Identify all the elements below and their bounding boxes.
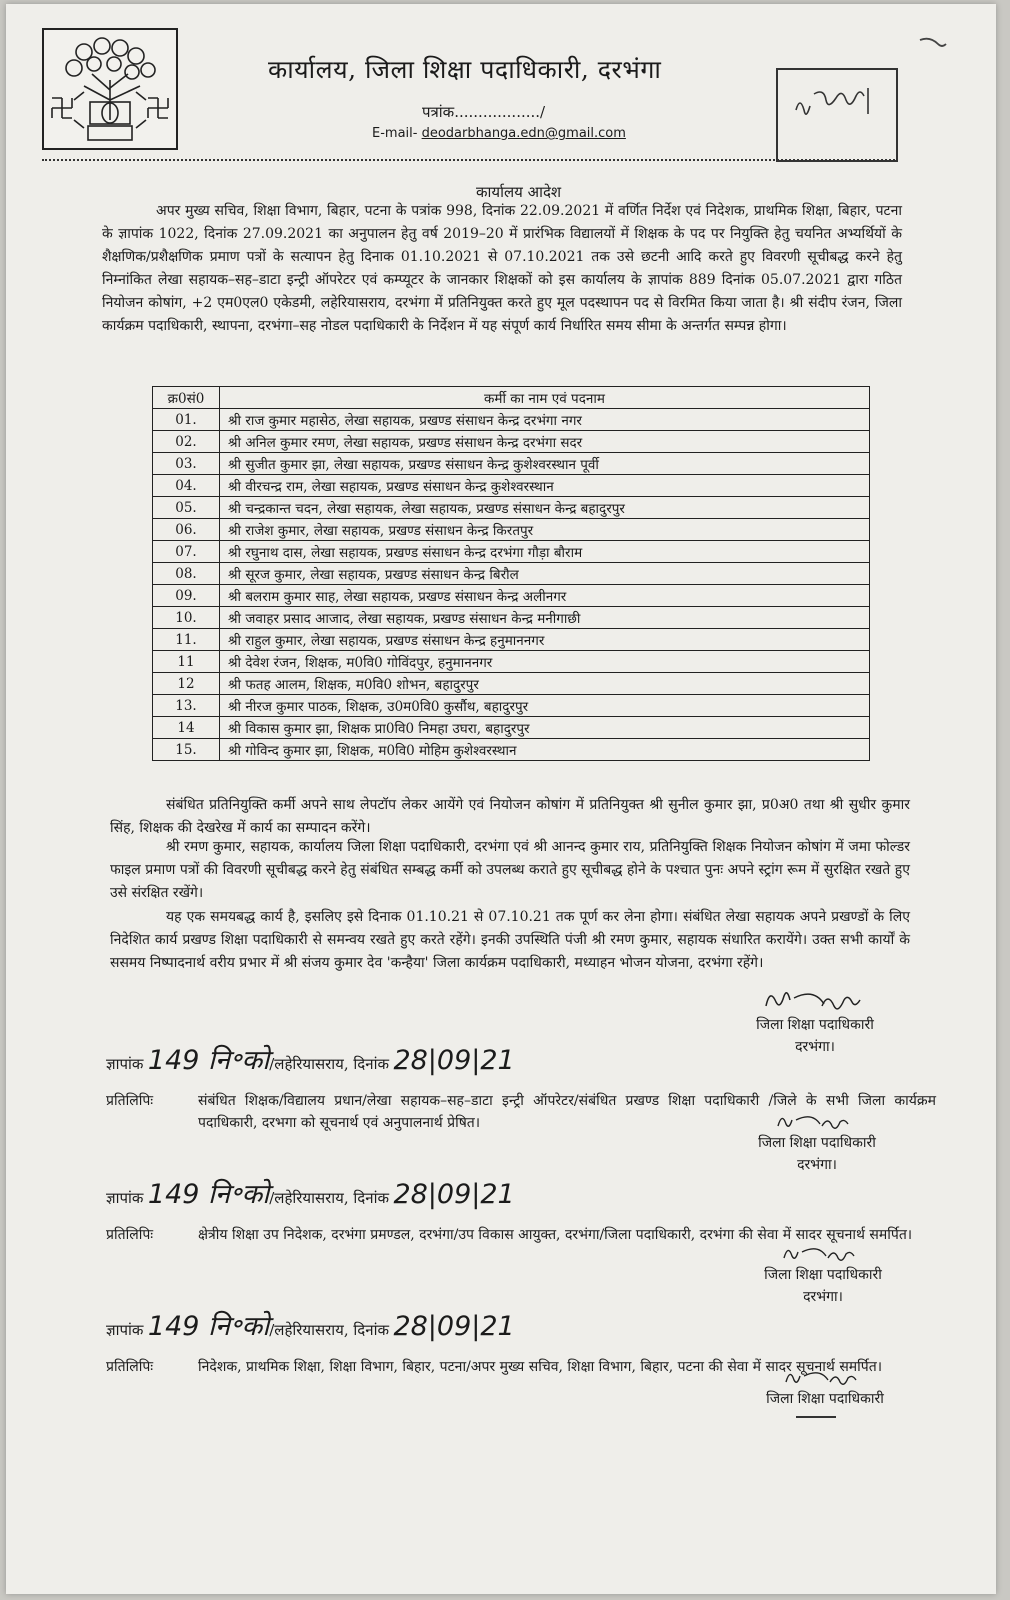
signature-place: दरभंगा। bbox=[797, 1157, 837, 1173]
jnapank-label: ज्ञापांक bbox=[106, 1055, 144, 1073]
table-row bbox=[153, 717, 870, 739]
row-serial: 05. bbox=[153, 497, 220, 519]
row-serial: 01. bbox=[153, 409, 220, 431]
row-serial: 03. bbox=[153, 453, 220, 475]
office-title: कार्यालय, जिला शिक्षा पदाधिकारी, दरभंगा bbox=[268, 55, 662, 84]
memo-2-signature bbox=[738, 1242, 908, 1308]
order-title: कार्यालय आदेश bbox=[476, 183, 562, 201]
memo-number: 149 नि॰को bbox=[147, 1045, 270, 1076]
memo-date: 28|09|21 bbox=[393, 1045, 515, 1076]
email-address: deodarbhanga.edn@gmail.com bbox=[421, 126, 626, 141]
row-serial: 07. bbox=[153, 541, 220, 563]
row-name: श्री बलराम कुमार साह, लेखा सहायक, प्रखण्ड संसाधन केन्द्र अलीनगर bbox=[220, 585, 870, 607]
memo-3-signature bbox=[740, 1366, 910, 1410]
row-name: श्री राहुल कुमार, लेखा सहायक, प्रखण्ड संसाधन केन्द्र हनुमाननगर bbox=[220, 629, 870, 651]
place-date-label: /लहेरियासराय, दिनांक bbox=[269, 1321, 389, 1339]
row-name: श्री जवाहर प्रसाद आजाद, लेखा सहायक, प्रखण्ड संसाधन केन्द्र मनीगाछी bbox=[220, 607, 870, 629]
row-serial: 14 bbox=[153, 717, 220, 739]
memo-1-signature bbox=[732, 1110, 902, 1176]
copy-label: प्रतिलिपिः bbox=[106, 1359, 154, 1375]
row-serial: 11 bbox=[153, 651, 220, 673]
table-row bbox=[153, 497, 870, 519]
row-name: श्री राजेश कुमार, लेखा सहायक, प्रखण्ड संसाधन केन्द्र किरतपुर bbox=[220, 519, 870, 541]
row-name: श्री सूरज कुमार, लेखा सहायक, प्रखण्ड संसाधन केन्द्र बिरौल bbox=[220, 563, 870, 585]
table-row bbox=[153, 739, 870, 761]
row-name: श्री नीरज कुमार पाठक, शिक्षक, उ0म0वि0 कुर्सौथ, बहादुरपुर bbox=[220, 695, 870, 717]
signature-designation: जिला शिक्षा पदाधिकारी bbox=[764, 1267, 882, 1283]
jnapank-label: ज्ञापांक bbox=[106, 1321, 144, 1339]
main-signature-block bbox=[730, 984, 900, 1058]
row-serial: 12 bbox=[153, 673, 220, 695]
signature-scribble-icon bbox=[772, 1110, 862, 1132]
row-serial: 13. bbox=[153, 695, 220, 717]
signature-scribble-icon bbox=[778, 1242, 868, 1264]
table-row bbox=[153, 585, 870, 607]
memo-date: 28|09|21 bbox=[393, 1179, 515, 1210]
copy-label: प्रतिलिपिः bbox=[106, 1093, 154, 1109]
copy-label: प्रतिलिपिः bbox=[106, 1227, 154, 1243]
row-serial: 02. bbox=[153, 431, 220, 453]
signature-designation: जिला शिक्षा पदाधिकारी bbox=[766, 1391, 884, 1407]
email-label: E-mail- bbox=[372, 126, 418, 141]
stamp-handwriting-icon bbox=[792, 80, 882, 130]
memo-reference-line bbox=[106, 1311, 936, 1356]
table-row bbox=[153, 695, 870, 717]
row-name: श्री फतह आलम, शिक्षक, म0वि0 शोभन, बहादुरपुर bbox=[220, 673, 870, 695]
memo-reference-line bbox=[106, 1179, 936, 1224]
receipt-stamp bbox=[776, 68, 898, 162]
row-name: श्री चन्द्रकान्त चदन, लेखा सहायक, लेखा सहायक, प्रखण्ड संसाधन केन्द्र बहादुरपुर bbox=[220, 497, 870, 519]
row-serial: 06. bbox=[153, 519, 220, 541]
signature-designation: जिला शिक्षा पदाधिकारी bbox=[756, 1017, 874, 1033]
memo-number: 149 नि॰को bbox=[147, 1179, 270, 1210]
table-row bbox=[153, 431, 870, 453]
table-row bbox=[153, 607, 870, 629]
table-row bbox=[153, 651, 870, 673]
row-serial: 04. bbox=[153, 475, 220, 497]
signature-scribble-icon bbox=[780, 1366, 870, 1388]
jnapank-label: ज्ञापांक bbox=[106, 1189, 144, 1207]
copy-text: क्षेत्रीय शिक्षा उप निदेशक, दरभंगा प्रमण्डल, दरभंगा/उप विकास आयुक्त, दरभंगा/जिला पदाधिकारी, दरभंगा की सेवा में सादर सूचनार्थ समर्पित। bbox=[198, 1227, 913, 1243]
row-name: श्री विकास कुमार झा, शिक्षक प्रा0वि0 निमहा उघरा, बहादुरपुर bbox=[220, 717, 870, 739]
table-row bbox=[153, 673, 870, 695]
signature-scribble-icon bbox=[760, 984, 870, 1014]
staff-table bbox=[152, 386, 870, 761]
deputation-paragraph: संबंधित प्रतिनियुक्ति कर्मी अपने साथ लेपटॉप लेकर आयेंगे एवं नियोजन कोषांग में प्रतिनियुक्त श्री सुनील कुमार झा, प्र0अ0 तथा श्री सुधीर कुमार सिंह, शिक्षक की देखरेख में कार्य का सम्पादन करेंगे। bbox=[110, 797, 910, 836]
row-name: श्री राज कुमार महासेठ, लेखा सहायक, प्रखण्ड संसाधन केन्द्र दरभंगा नगर bbox=[220, 409, 870, 431]
tree-emblem-icon bbox=[44, 30, 176, 148]
staff-table-header bbox=[153, 387, 870, 409]
table-row bbox=[153, 541, 870, 563]
row-serial: 11. bbox=[153, 629, 220, 651]
signature-place: दरभंगा। bbox=[803, 1289, 843, 1305]
copy-text: निदेशक, प्राथमिक शिक्षा, शिक्षा विभाग, बिहार, पटना/अपर मुख्य सचिव, शिक्षा विभाग, बिहार, पटना की सेवा में सादर सूचनार्थ समर्पित। bbox=[198, 1359, 883, 1375]
memo-date: 28|09|21 bbox=[393, 1311, 515, 1342]
patrank-line: पत्रांक................../ bbox=[422, 103, 546, 121]
serial-header: क्र0सं0 bbox=[153, 387, 220, 409]
table-row bbox=[153, 563, 870, 585]
place-date-label: /लहेरियासराय, दिनांक bbox=[269, 1189, 389, 1207]
signature-designation: जिला शिक्षा पदाधिकारी bbox=[758, 1135, 876, 1151]
office-logo bbox=[42, 28, 178, 150]
end-dash bbox=[796, 1416, 836, 1418]
table-row bbox=[153, 629, 870, 651]
name-header: कर्मी का नाम एवं पदनाम bbox=[220, 387, 870, 409]
memo-number: 149 नि॰को bbox=[147, 1311, 270, 1342]
table-row bbox=[153, 453, 870, 475]
header-divider bbox=[42, 159, 898, 161]
row-name: श्री अनिल कुमार रमण, लेखा सहायक, प्रखण्ड संसाधन केन्द्र दरभंगा सदर bbox=[220, 431, 870, 453]
memo-copy-2 bbox=[106, 1179, 936, 1246]
place-date-label: /लहेरियासराय, दिनांक bbox=[269, 1055, 389, 1073]
row-name: श्री गोविन्द कुमार झा, शिक्षक, म0वि0 मोहिम कुशेश्वरस्थान bbox=[220, 739, 870, 761]
corner-pen-mark-icon bbox=[918, 34, 948, 54]
signature-place: दरभंगा। bbox=[795, 1039, 835, 1055]
row-name: श्री वीरचन्द्र राम, लेखा सहायक, प्रखण्ड संसाधन केन्द्र कुशेश्वरस्थान bbox=[220, 475, 870, 497]
row-name: श्री देवेश रंजन, शिक्षक, म0वि0 गोविंदपुर, हनुमाननगर bbox=[220, 651, 870, 673]
document-page bbox=[6, 4, 996, 1594]
row-serial: 08. bbox=[153, 563, 220, 585]
folder-listing-paragraph: श्री रमण कुमार, सहायक, कार्यालय जिला शिक्षा पदाधिकारी, दरभंगा एवं श्री आनन्द कुमार राय, प्रतिनियुक्ति शिक्षक नियोजन कोषांग में जमा फोल्डर फाइल प्रमाण पत्रों की विवरणी सूचीबद्ध करने हेतु संबंधित सम्बद्ध कर्मी को उपलब्ध कराते हुए सूचीबद्ध होने के पश्चात पुनः अपने स्ट्रांग रूम में सुरक्षित रखते हुए उसे संरक्षित रखेंगे। bbox=[110, 839, 910, 901]
intro-paragraph: अपर मुख्य सचिव, शिक्षा विभाग, बिहार, पटना के पत्रांक 998, दिनांक 22.09.2021 में वर्णित निर्देश एवं निदेशक, प्राथमिक शिक्षा, बिहार, पटना के ज्ञापांक 1022, दिनांक 27.09.2021 का अनुपालन हेतु वर्ष 2019–20 में प्रारंभिक विद्यालयों में शिक्षक के पद पर नियुक्ति हेतु चयनित अभ्यर्थियों के शैक्षणिक/प्रशैक्षणिक प्रमाण पत्रों के सत्यापन हेतु दिनाक 01.10.2021 से 07.10.2021 तक उसे छटनी आदि करते हुए विवरणी सूचीबद्ध करने हेतु निम्नांकित लेखा सहायक–सह–डाटा इन्ट्री ऑपरेटर एवं कम्प्यूटर के जानकार शिक्षकों को इस कार्यालय के ज्ञापांक 889 दिनांक 05.07.2021 द्वारा गठित नियोजन कोषांग, +2 एम0एल0 एकेडमी, लहेरियासराय, दरभंगा में प्रतिनियुक्त करते हुए मूल पदस्थापन पद से विरमित किया जाता है। श्री संदीप रंजन, जिला कार्यक्रम पदाधिकारी, स्थापना, दरभंगा–सह नोडल पदाधिकारी के निर्देशन में यह संपूर्ण कार्य निर्धारित समय सीमा के अन्तर्गत सम्पन्न होगा। bbox=[102, 203, 902, 334]
table-row bbox=[153, 409, 870, 431]
row-serial: 15. bbox=[153, 739, 220, 761]
table-row bbox=[153, 475, 870, 497]
table-row bbox=[153, 519, 870, 541]
row-serial: 09. bbox=[153, 585, 220, 607]
row-name: श्री रघुनाथ दास, लेखा सहायक, प्रखण्ड संसाधन केन्द्र दरभंगा गौड़ा बौराम bbox=[220, 541, 870, 563]
copy-text: संबंधित शिक्षक/विद्यालय प्रधान/लेखा सहायक–सह–डाटा इन्ट्री ऑपरेटर/संबंधित प्रखण्ड शिक्षा पदाधिकारी /जिले के सभी जिला कार्यक्रम पदाधिकारी, दरभगा को सूचनार्थ एवं अनुपालनार्थ प्रेषित। bbox=[198, 1093, 936, 1131]
row-serial: 10. bbox=[153, 607, 220, 629]
row-name: श्री सुजीत कुमार झा, लेखा सहायक, प्रखण्ड संसाधन केन्द्र कुशेश्वरस्थान पूर्वी bbox=[220, 453, 870, 475]
timebound-paragraph: यह एक समयबद्ध कार्य है, इसलिए इसे दिनाक 01.10.21 से 07.10.21 तक पूर्ण कर लेना होगा। संबंधित लेखा सहायक अपने प्रखण्डों के लिए निदेशित कार्य प्रखण्ड शिक्षा पदाधिकारी से समन्वय रखते हुए करते रहेंगे। इनकी उपस्थिति पंजी श्री रमण कुमार, सहायक संधारित करायेंगे। उक्त सभी कार्यों के ससमय निष्पादनार्थ वरीय प्रभार में श्री संजय कुमार देव 'कन्हैया' जिला कार्यक्रम पदाधिकारी, मध्याहन भोजन योजना, दरभंगा रहेंगे। bbox=[110, 909, 910, 971]
email-line bbox=[372, 126, 626, 141]
